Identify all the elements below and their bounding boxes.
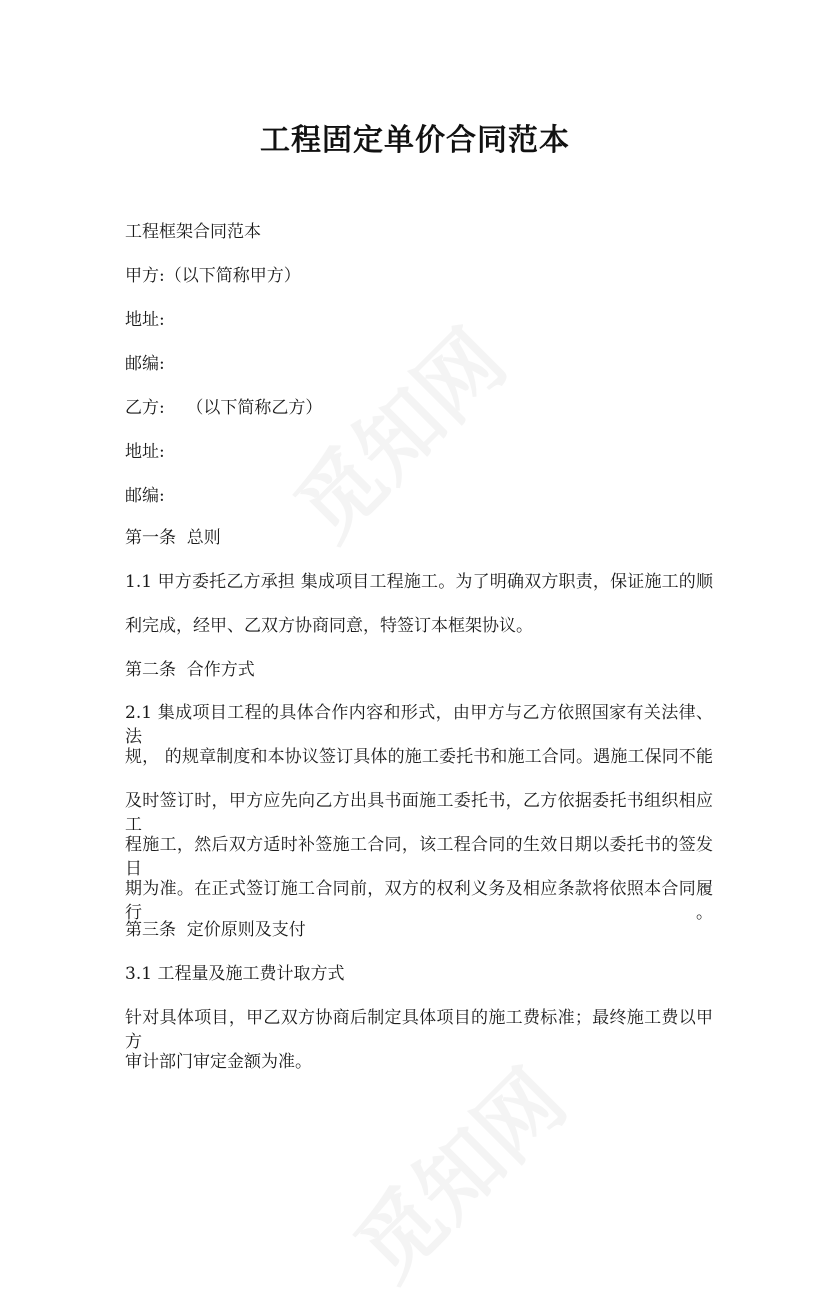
article-3-1-line-1: 针对具体项目，甲乙双方协商后制定具体项目的施工费标准；最终施工费以甲方 xyxy=(125,1008,713,1052)
subtitle-line: 工程框架合同范本 xyxy=(125,222,261,242)
party-b-line: 乙方: （以下简称乙方） xyxy=(125,398,323,418)
party-b-address: 地址: xyxy=(125,442,165,462)
party-a-postcode: 邮编: xyxy=(125,354,165,374)
article-2-1-line-4: 程施工，然后双方适时补签施工合同，该工程合同的生效日期以委托书的签发日 xyxy=(125,835,713,879)
document-title: 工程固定单价合同范本 xyxy=(260,123,570,158)
article-2-1-line-1: 2.1 集成项目工程的具体合作内容和形式，由甲方与乙方依照国家有关法律、法 xyxy=(125,703,713,747)
article-1-1-line-1: 1.1 甲方委托乙方承担 集成项目工程施工。为了明确双方职责，保证施工的顺 xyxy=(125,572,713,592)
article-2-1-line-2: 规， 的规章制度和本协议签订具体的施工委托书和施工合同。遇施工保同不能 xyxy=(125,747,713,767)
party-b-postcode: 邮编: xyxy=(125,486,165,506)
article-2-1-line-3: 及时签订时，甲方应先向乙方出具书面施工委托书，乙方依据委托书组织相应工 xyxy=(125,791,713,835)
party-a-address: 地址: xyxy=(125,310,165,330)
article-3-1-heading: 3.1 工程量及施工费计取方式 xyxy=(125,964,345,984)
article-1-1-line-2: 利完成，经甲、乙双方协商同意，特签订本框架协议。 xyxy=(125,616,533,636)
article-3-heading: 第三条 定价原则及支付 xyxy=(125,920,306,940)
article-3-1-line-2: 审计部门审定金额为准。 xyxy=(125,1052,312,1072)
article-2-1-line-5: 期为准。在正式签订施工合同前，双方的权利义务及相应条款将依照本合同履行。 xyxy=(125,879,713,923)
article-1-heading: 第一条 总则 xyxy=(125,528,221,548)
article-2-heading: 第二条 合作方式 xyxy=(125,660,255,680)
party-a-line: 甲方:（以下简称甲方） xyxy=(125,266,301,286)
watermark-bottom xyxy=(324,1039,588,1302)
watermark xyxy=(264,299,528,563)
